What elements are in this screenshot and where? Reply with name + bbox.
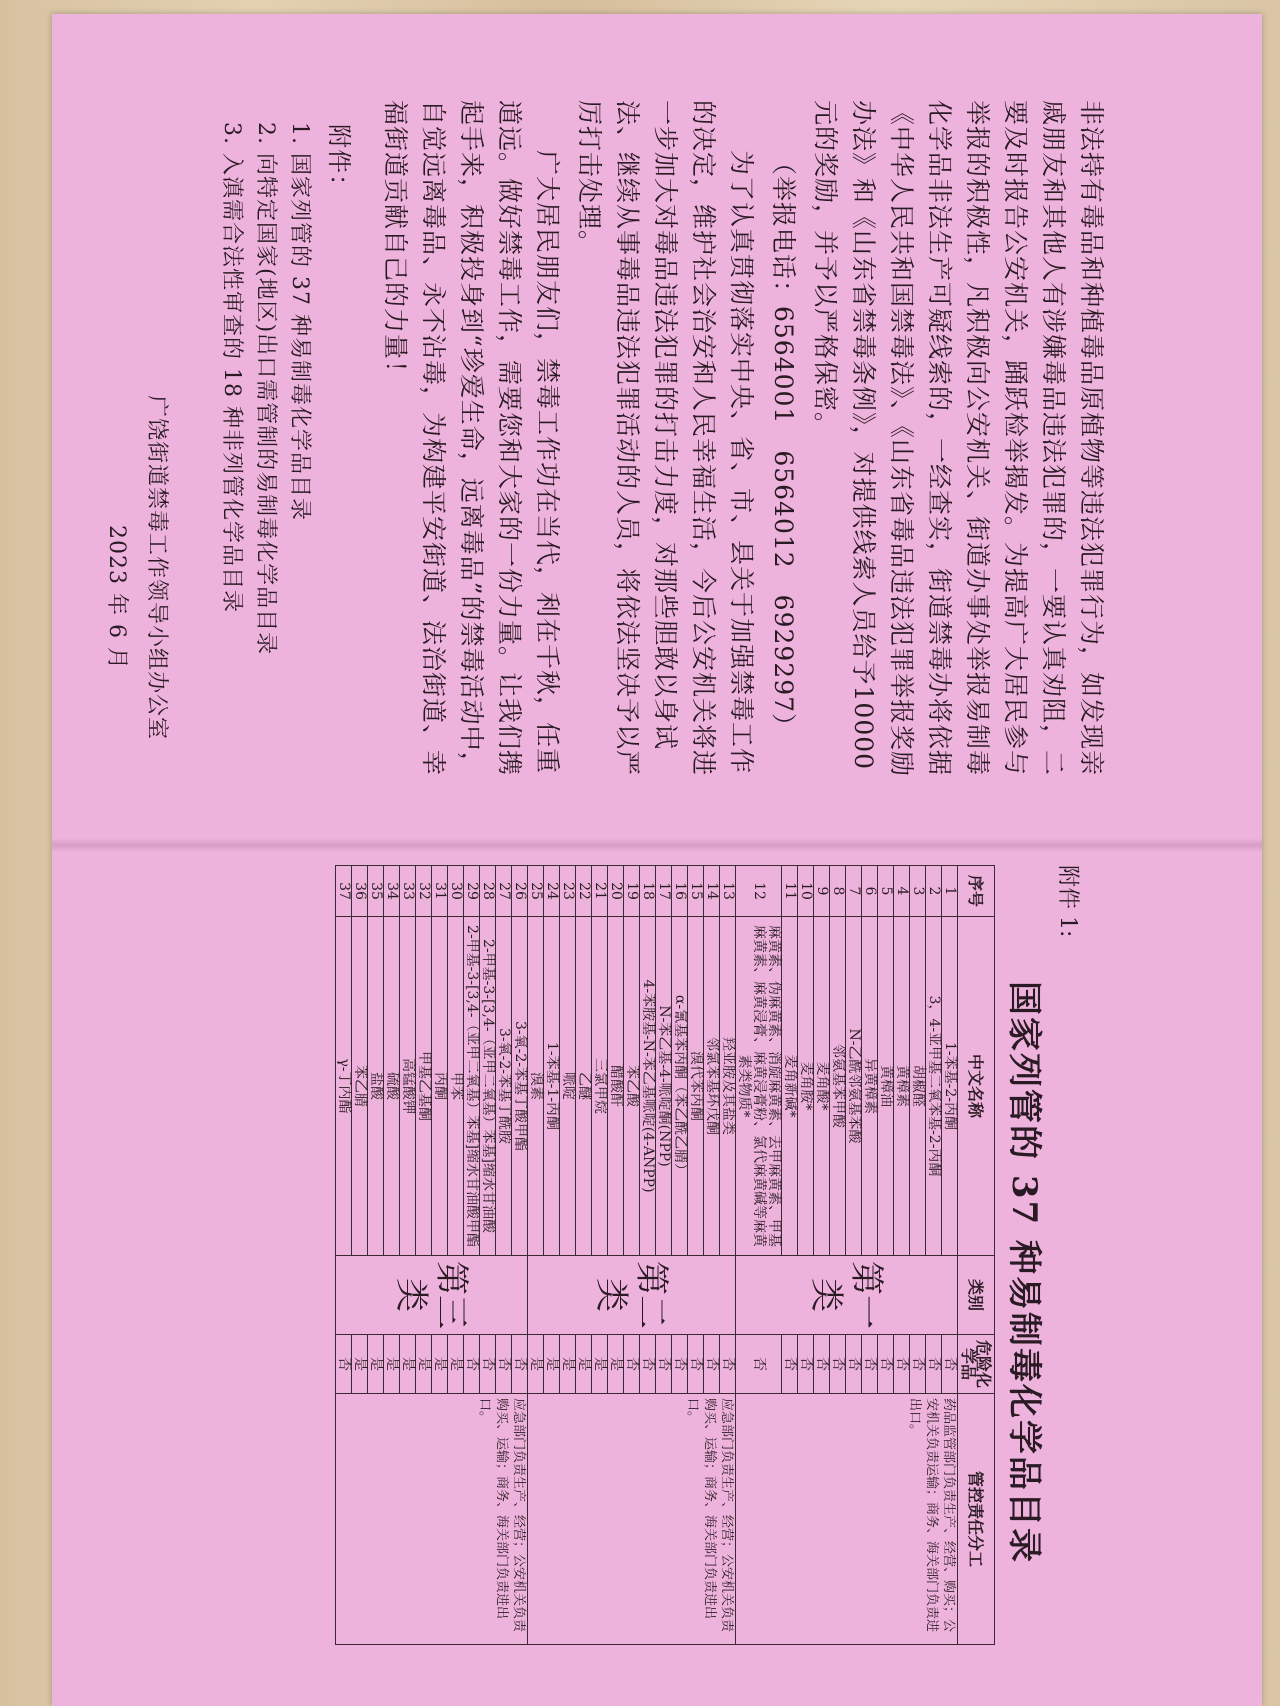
row-index: 37	[336, 866, 352, 917]
row-index: 27	[496, 866, 512, 917]
row-index: 4	[894, 866, 910, 917]
hazardous-flag: 否	[640, 1335, 656, 1394]
chemical-name: 4-苯胺基-N-苯乙基哌啶(4-ANPP)	[640, 917, 656, 1256]
table-row	[512, 866, 528, 1645]
chemical-name: 甲苯	[448, 917, 464, 1256]
responsibility-cell: 应急部门负责生产、经营；公安机关负责购买、运输；商务、海关部门负责进出口。	[336, 1394, 528, 1645]
header-category: 类别	[958, 1256, 995, 1335]
row-index: 36	[352, 866, 368, 917]
row-index: 35	[368, 866, 384, 917]
row-index: 9	[814, 866, 830, 917]
hazardous-flag: 否	[894, 1335, 910, 1394]
chemical-name: 黄樟油	[878, 917, 894, 1256]
chemical-name: 麦角酸*	[814, 917, 830, 1256]
row-index: 24	[544, 866, 560, 917]
hazardous-flag: 是	[528, 1335, 544, 1394]
table-header-row	[958, 866, 995, 1645]
table-row	[720, 866, 736, 1645]
chemical-name: 邻氯苯基环戊酮	[704, 917, 720, 1256]
table-row	[942, 866, 958, 1645]
chemical-name: 丙酮	[432, 917, 448, 1256]
fold-crease	[52, 838, 1262, 852]
chemical-name: 黄樟素	[894, 917, 910, 1256]
chemical-name: 溴素	[528, 917, 544, 1256]
hazardous-flag: 否	[846, 1335, 862, 1394]
attachment-item-1: 1. 国家列管的 37 种易制毒化学品目录	[287, 122, 312, 521]
row-index: 30	[448, 866, 464, 917]
hazardous-flag: 否	[672, 1335, 688, 1394]
hazardous-flag: 否	[782, 1335, 798, 1394]
hazardous-flag: 否	[512, 1335, 528, 1394]
hazardous-flag: 否	[704, 1335, 720, 1394]
chemical-name: α-氰基苯丙酮（苯乙酰乙腈）	[672, 917, 688, 1256]
hazardous-flag: 是	[448, 1335, 464, 1394]
hazardous-flag: 否	[496, 1335, 512, 1394]
letter-paragraph-2: 为了认真贯彻落实中央、省、市、县关于加强禁毒工作的决定，维护社会治安和人民幸福生活，今后公安机关将进一步加大对毒品违法犯罪的打击力度，对那些胆敢以身试法、继续从事毒品违法犯罪活动的人员，将依法坚决予以严厉打击处理。	[575, 100, 756, 777]
chemical-name: 3-氧-2-苯基丁酸甲酯	[512, 917, 528, 1256]
row-index: 5	[878, 866, 894, 917]
row-index: 18	[640, 866, 656, 917]
header-responsibility: 管控责任分工	[958, 1394, 995, 1645]
hazardous-flag: 否	[720, 1335, 736, 1394]
hazardous-flag: 是	[416, 1335, 432, 1394]
chemical-name: 麦角胺*	[798, 917, 814, 1256]
hazardous-flag: 否	[830, 1335, 846, 1394]
category-cell: 第二类	[528, 1256, 736, 1335]
hazardous-flag: 否	[624, 1335, 640, 1394]
row-index: 34	[384, 866, 400, 917]
header-name: 中文名称	[958, 917, 995, 1256]
chemicals-table	[335, 865, 995, 1645]
row-index: 25	[528, 866, 544, 917]
chemical-name: γ-丁内酯	[336, 917, 352, 1256]
hazardous-flag: 是	[608, 1335, 624, 1394]
chemical-name: 苯乙酸	[624, 917, 640, 1256]
letter-paragraph-3: 广大居民朋友们，禁毒工作功在当代，利在千秋，任重道远。做好禁毒工作，需要您和大家的一份力量。让我们携起手来，积极投身到“珍爱生命，远离毒品”的禁毒活动中，自觉远离毒品、永不沾毒，为构建平安街道、法治街道、幸福街道贡献自己的力量！	[381, 100, 562, 778]
chemical-name: 3，4-亚甲基二氧苯基-2-丙酮	[926, 917, 942, 1256]
chemical-name: 甲基乙基酮	[416, 917, 432, 1256]
responsibility-cell: 应急部门负责生产、经营；公安机关负责购买、运输；商务、海关部门负责进出口。	[528, 1394, 736, 1645]
chemical-name: 胡椒醛	[910, 917, 926, 1256]
chemical-name: 邻氨基苯甲酸	[830, 917, 846, 1256]
hazardous-flag: 否	[942, 1335, 958, 1394]
chemical-name: 羟亚胺及其盐类	[720, 917, 736, 1256]
chemical-name: 硫酸	[384, 917, 400, 1256]
category-cell: 第三类	[336, 1256, 528, 1335]
hazardous-flag: 是	[544, 1335, 560, 1394]
row-index: 29	[464, 866, 480, 917]
hazardous-flag: 是	[560, 1335, 576, 1394]
chemical-name: 2-甲基-3-[3,4-（亚甲二氧基）苯基]缩水甘油酸	[480, 917, 496, 1256]
header-index: 序号	[958, 866, 995, 917]
chemical-name: 麦角新碱*	[782, 917, 798, 1256]
hazardous-flag: 否	[688, 1335, 704, 1394]
row-index: 33	[400, 866, 416, 917]
chemical-name: 醋酸酐	[608, 917, 624, 1256]
hazardous-flag: 是	[384, 1335, 400, 1394]
row-index: 17	[656, 866, 672, 917]
row-index: 16	[672, 866, 688, 917]
row-index: 22	[576, 866, 592, 917]
row-index: 7	[846, 866, 862, 917]
report-hotline: （举报电话：6564001 6564012 6929297）	[769, 150, 798, 740]
chemical-name: 乙醚	[576, 917, 592, 1256]
date: 2023 年 6 月	[104, 525, 129, 670]
hazardous-flag: 否	[814, 1335, 830, 1394]
hazardous-flag: 是	[400, 1335, 416, 1394]
hazardous-flag: 否	[862, 1335, 878, 1394]
row-index: 11	[782, 866, 798, 917]
chemical-name: 哌啶	[560, 917, 576, 1256]
chemical-name: 麻黄素、伪麻黄素、消旋麻黄素、去甲麻黄素、甲基麻黄素、麻黄浸膏、麻黄浸膏粉、氯代麻黄碱等麻黄素类物质*	[736, 917, 782, 1256]
row-index: 1	[942, 866, 958, 917]
hazardous-flag: 否	[878, 1335, 894, 1394]
row-index: 6	[862, 866, 878, 917]
responsibility-cell: 药品监管部门负责生产、经营、购买；公安机关负责运输；商务、海关部门负责进出口。	[736, 1394, 958, 1645]
chemical-name: 2-甲基-3-[3,4-（亚甲二氧基）苯基]缩水甘油酸甲酯	[464, 917, 480, 1256]
hazardous-flag: 否	[736, 1335, 782, 1394]
attachment-label: 附件 1:	[1055, 865, 1080, 938]
row-index: 21	[592, 866, 608, 917]
row-index: 8	[830, 866, 846, 917]
hazardous-flag: 否	[464, 1335, 480, 1394]
row-index: 32	[416, 866, 432, 917]
hazardous-flag: 否	[336, 1335, 352, 1394]
hazardous-flag: 是	[592, 1335, 608, 1394]
row-index: 20	[608, 866, 624, 917]
chemical-name: 高锰酸钾	[400, 917, 416, 1256]
chemical-name: 异黄樟素	[862, 917, 878, 1256]
row-index: 3	[910, 866, 926, 917]
hazardous-flag: 否	[480, 1335, 496, 1394]
row-index: 28	[480, 866, 496, 917]
table-title: 国家列管的 37 种易制毒化学品目录	[1004, 981, 1044, 1564]
attachment-item-2: 2. 向特定国家(地区)出口需管制的易制毒化学品目录	[253, 122, 278, 656]
row-index: 2	[926, 866, 942, 917]
row-index: 14	[704, 866, 720, 917]
category-cell: 第一类	[736, 1256, 958, 1335]
chemical-name: 溴代苯丙酮	[688, 917, 704, 1256]
hazardous-flag: 是	[352, 1335, 368, 1394]
header-hazardous: 危险化学品	[958, 1335, 995, 1394]
hazardous-flag: 是	[432, 1335, 448, 1394]
row-index: 19	[624, 866, 640, 917]
chemical-name: 三氯甲烷	[592, 917, 608, 1256]
chemical-name: N-苯乙基-4-哌啶酮(NPP)	[656, 917, 672, 1256]
row-index: 31	[432, 866, 448, 917]
chemical-name: 1-苯基-2-丙酮	[942, 917, 958, 1256]
chemical-name: 苯乙腈	[352, 917, 368, 1256]
attachments-title: 附件：	[325, 124, 353, 199]
signature: 广饶街道禁毒工作领导小组办公室	[144, 394, 169, 740]
hazardous-flag: 否	[926, 1335, 942, 1394]
hazardous-flag: 否	[798, 1335, 814, 1394]
letter-paragraph-1: 非法持有毒品和种植毒品原植物等违法犯罪行为，如发现亲戚朋友和其他人有涉嫌毒品违法犯罪的，一要认真劝阻，二要及时报告公安机关，踊跃检举揭发。为提高广大居民参与举报的积极性，凡积极向公安机关、街道办事处举报易制毒化学品非法生产可疑线索的，一经查实，街道禁毒办将依据《中华人民共和国禁毒法》、《山东省毒品违法犯罪举报奖励办法》和《山东省禁毒条例》，对提供线索人员给予10000元的奖励，并予以严格保密。	[811, 100, 1106, 778]
row-index: 13	[720, 866, 736, 917]
row-index: 12	[736, 866, 782, 917]
hazardous-flag: 是	[368, 1335, 384, 1394]
row-index: 26	[512, 866, 528, 917]
chemical-name: 盐酸	[368, 917, 384, 1256]
letter-section	[100, 100, 1110, 780]
hazardous-flag: 否	[910, 1335, 926, 1394]
row-index: 15	[688, 866, 704, 917]
hazardous-flag: 否	[656, 1335, 672, 1394]
chemical-name: 3-氧-2-苯基丁酰胺	[496, 917, 512, 1256]
table-section	[165, 865, 1085, 1680]
hazardous-flag: 是	[576, 1335, 592, 1394]
chemical-name: 1-苯基-1-丙酮	[544, 917, 560, 1256]
attachment-item-3: 3. 入滇需合法性审查的 18 种非列管化学品目录	[219, 122, 244, 613]
chemical-name: N-乙酰邻氨基苯酸	[846, 917, 862, 1256]
row-index: 10	[798, 866, 814, 917]
row-index: 23	[560, 866, 576, 917]
